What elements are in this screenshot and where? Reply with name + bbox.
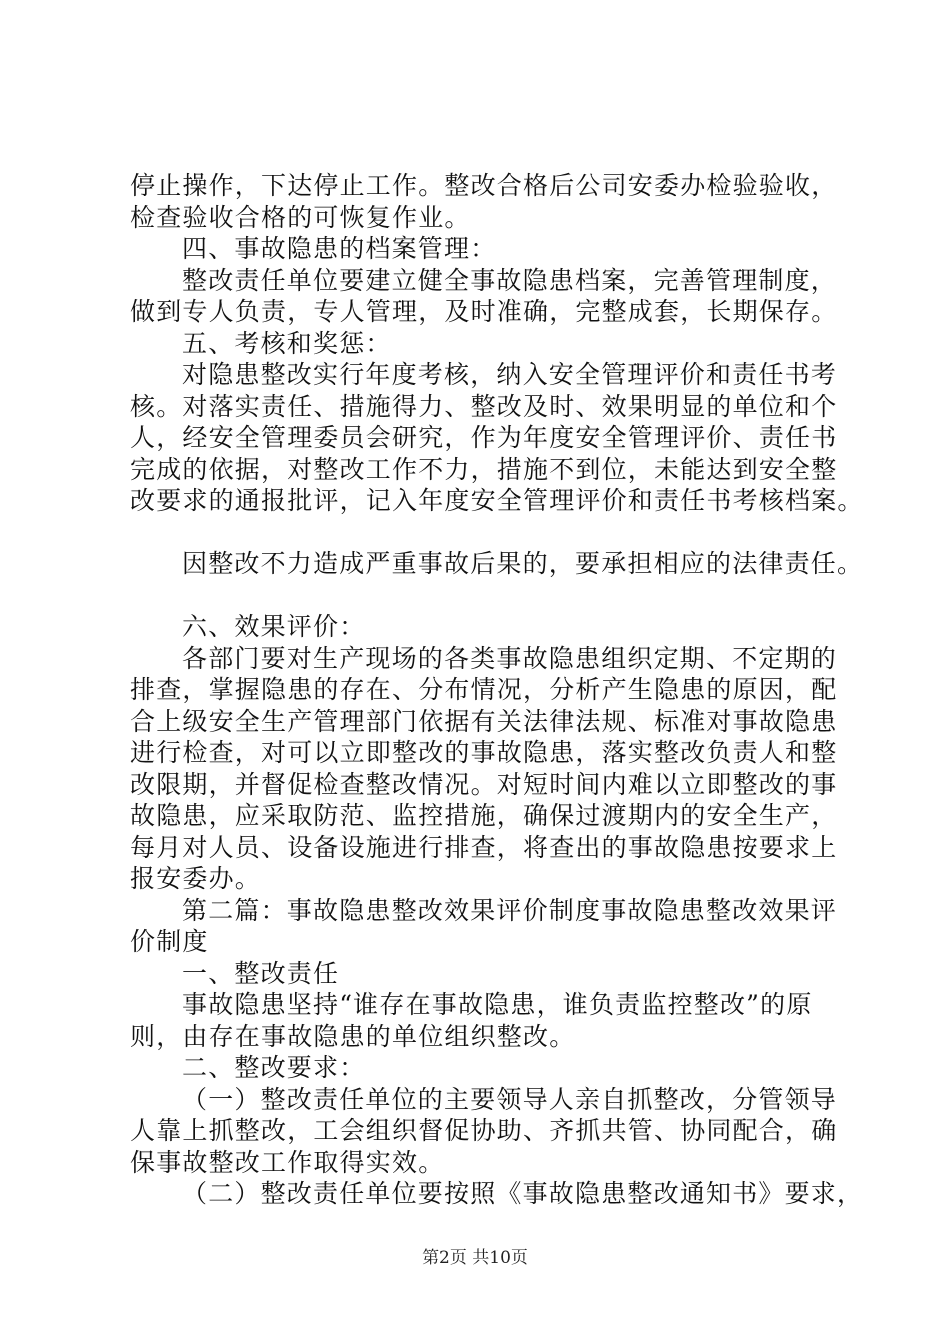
text-line: 改限期，并督促检查整改情况。对短时间内难以立即整改的事 — [130, 769, 838, 799]
text-line: 对隐患整改实行年度考核，纳入安全管理评价和责任书考 — [182, 360, 838, 389]
page-number: 第2页 共10页 — [422, 1248, 528, 1268]
text-line: 保事故整改工作取得实效。 — [130, 1147, 445, 1177]
text-line: 停止操作，下达停止工作。整改合格后公司安委办检验验收， — [130, 171, 838, 200]
text-line: 则，由存在事故隐患的单位组织整改。 — [130, 1021, 576, 1051]
text-line: 报安委办。 — [130, 864, 262, 893]
text-line: 人靠上抓整改，工会组织督促协助、齐抓共管、协同配合，确 — [130, 1116, 838, 1145]
text-line: 故隐患，应采取防范、监控措施，确保过渡期内的安全生产， — [130, 801, 838, 830]
text-line: 人，经安全管理委员会研究，作为年度安全管理评价、责任书 — [130, 423, 838, 452]
text-line: 进行检查，对可以立即整改的事故隐患，落实整改负责人和整 — [130, 738, 838, 767]
text-line: 完成的依据，对整改工作不力，措施不到位，未能达到安全整 — [130, 454, 838, 484]
text-line: 事故隐患坚持“谁存在事故隐患，谁负责监控整改”的原 — [182, 990, 813, 1019]
document-body — [130, 170, 864, 1210]
text-line: 检查验收合格的可恢复作业。 — [130, 202, 471, 232]
text-line: 改要求的通报批评，记入年度安全管理评价和责任书考核档案。 — [130, 486, 864, 515]
chapter-title: 第二篇：事故隐患整改效果评价制度事故隐患整改效果评 — [182, 895, 838, 925]
text-line: 做到专人负责，专人管理，及时准确，完整成套，长期保存。 — [130, 297, 838, 326]
section-heading: 一、整改责任 — [182, 958, 340, 988]
section-heading: 二、整改要求： — [182, 1053, 366, 1082]
text-line: （二）整改责任单位要按照《事故隐患整改通知书》要求， — [182, 1179, 864, 1208]
text-line: 各部门要对生产现场的各类事故隐患组织定期、不定期的 — [182, 643, 838, 673]
section-heading: 六、效果评价： — [182, 612, 366, 641]
text-line: 整改责任单位要建立健全事故隐患档案，完善管理制度， — [182, 265, 838, 295]
section-heading: 五、考核和奖惩： — [182, 328, 392, 358]
text-line: 每月对人员、设备设施进行排查，将查出的事故隐患按要求上 — [130, 832, 838, 862]
paragraph-gap — [130, 580, 850, 612]
text-line: （一）整改责任单位的主要领导人亲自抓整改，分管领导 — [182, 1084, 838, 1114]
text-line: 核。对落实责任、措施得力、整改及时、效果明显的单位和个 — [130, 391, 838, 421]
chapter-title: 价制度 — [130, 927, 209, 956]
text-line: 因整改不力造成严重事故后果的，要承担相应的法律责任。 — [182, 549, 864, 578]
section-heading: 四、事故隐患的档案管理： — [182, 234, 497, 263]
paragraph-gap — [130, 517, 850, 549]
text-line: 合上级安全生产管理部门依据有关法律法规、标准对事故隐患 — [130, 706, 838, 736]
text-line: 排查，掌握隐患的存在、分布情况，分析产生隐患的原因，配 — [130, 675, 838, 704]
